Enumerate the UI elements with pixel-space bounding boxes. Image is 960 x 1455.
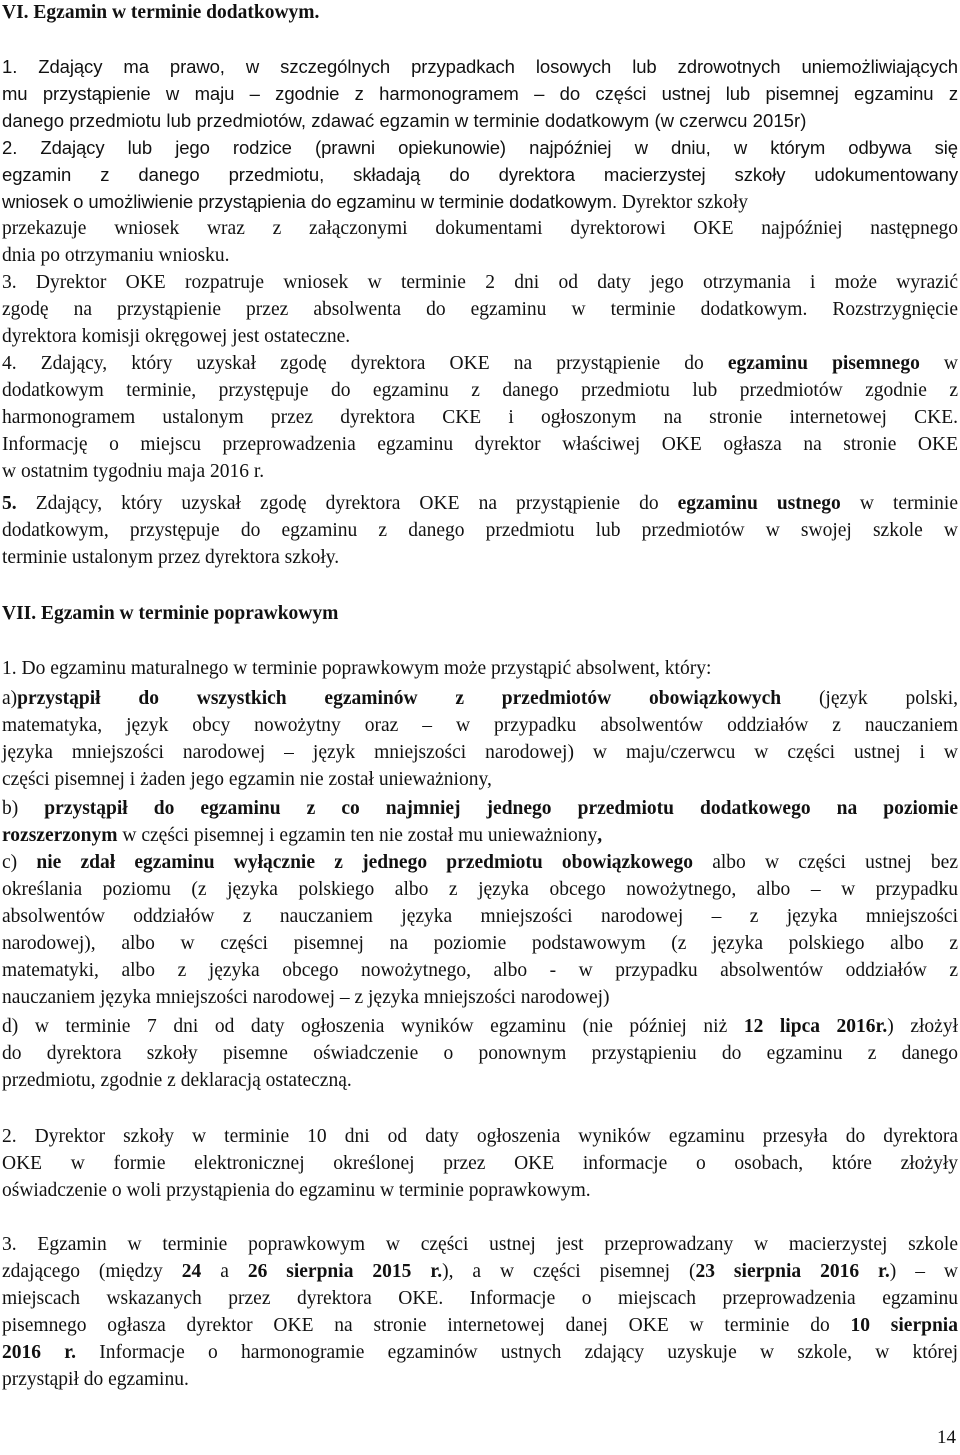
bold-run: nie zdał egzaminu wyłącznie z jednego przedmiotu obowiązkowego xyxy=(36,852,693,873)
paragraph-line xyxy=(2,1313,958,1339)
paragraph-line: przekazuje wniosek wraz z załączonymi dokumentami dyrektorowi OKE najpóźniej następnego xyxy=(2,218,958,239)
bold-run: 26 sierpnia 2015 r. xyxy=(247,1261,443,1282)
paragraph-line: do dyrektora szkoły pisemne oświadczenie o ponownym przystąpieniu do egzaminu z danego xyxy=(2,1043,958,1064)
paragraph-line: 3. Dyrektor OKE rozpatruje wniosek w terminie 2 dni od daty jego otrzymania i może wyrazić xyxy=(2,272,958,293)
text-run: b) xyxy=(2,798,45,819)
paragraph-line: Informację o miejscu przeprowadzenia egzaminu dyrektor właściwej OKE ogłasza na stronie OKE xyxy=(2,434,958,455)
bold-run: egzaminu ustnego xyxy=(677,493,841,514)
paragraph-line: 1. Do egzaminu maturalnego w terminie poprawkowym może przystąpić absolwent, który: xyxy=(2,658,712,679)
text-run: a xyxy=(201,1261,248,1282)
paragraph-line: 1. Zdający ma prawo, w szczególnych przypadkach losowych lub zdrowotnych uniemożliwiających xyxy=(2,56,958,77)
list-item-a xyxy=(2,686,958,712)
bold-run: rozszerzonym xyxy=(2,825,118,846)
text-run: Zdający, który uzyskał zgodę dyrektora OKE na przystąpienie do xyxy=(16,493,678,514)
paragraph-line xyxy=(2,1259,958,1285)
text-run: ) – w xyxy=(889,1261,958,1282)
bold-run: , xyxy=(597,825,603,846)
paragraph-line xyxy=(2,823,958,849)
bold-run: 12 lipca 2016r. xyxy=(743,1016,888,1037)
list-item-d xyxy=(2,1014,958,1040)
text-run: c) xyxy=(2,852,37,873)
text-run: 4. Zdający, który uzyskał zgodę dyrektora OKE na przystąpienie do xyxy=(2,353,728,374)
paragraph-line: dodatkowym terminie, przystępuje do egzaminu z danego przedmiotu lub przedmiotów zgodnie z xyxy=(2,380,958,401)
paragraph-line: 3. Egzamin w terminie poprawkowym w części ustnej jest przeprowadzany w macierzystej szkole xyxy=(2,1234,958,1255)
bold-run: 24 xyxy=(181,1261,202,1282)
paragraph-line: OKE w formie elektronicznej określonej przez OKE informacje o osobach, które złożyły xyxy=(2,1153,958,1174)
paragraph-line: dyrektora komisji okręgowej jest ostateczne. xyxy=(2,326,351,347)
bold-run: 23 sierpnia 2016 r. xyxy=(695,1261,890,1282)
bold-run: 2016 r. xyxy=(2,1342,76,1363)
text-run: w xyxy=(919,353,958,374)
text-run: zdającego (między xyxy=(2,1261,182,1282)
paragraph-line: absolwentów oddziałów z nauczaniem języka mniejszości narodowej – z języka mniejszości xyxy=(2,906,958,927)
paragraph-line: terminie ustalonym przez dyrektora szkoły. xyxy=(2,547,340,568)
text-run: a) xyxy=(2,688,18,709)
bold-run: 10 sierpnia xyxy=(850,1315,958,1336)
bold-run: 5. xyxy=(2,493,17,514)
paragraph-line: 2. Zdający lub jego rodzice (prawni opiekunowie) najpóźniej w dniu, w którym odbywa się xyxy=(2,137,958,158)
list-item-c xyxy=(2,850,958,876)
paragraph-line: danego przedmiotu lub przedmiotów, zdawać egzamin w terminie dodatkowym (w czerwcu 2015r) xyxy=(2,110,807,131)
text-run: Informacje o harmonogramie egzaminów ustnych zdający uzyskuje w szkole, w której xyxy=(75,1342,958,1363)
paragraph-line: przystąpił do egzaminu. xyxy=(2,1369,189,1390)
paragraph-line: matematyka, język obcy nowożytny oraz – w przypadku absolwentów oddziałów z nauczaniem xyxy=(2,715,958,736)
section-heading-vii: VII. Egzamin w terminie poprawkowym xyxy=(2,603,339,624)
paragraph-line: języka mniejszości narodowej – język mniejszości narodowej) w maju/czerwcu w części ustnej i w xyxy=(2,742,958,763)
text-run: (język polski, xyxy=(781,688,958,709)
text-run: w terminie xyxy=(840,493,958,514)
paragraph-line: dnia po otrzymaniu wniosku. xyxy=(2,245,230,266)
paragraph-line: przedmiotu, zgodnie z deklaracją ostateczną. xyxy=(2,1070,352,1091)
paragraph-line xyxy=(2,491,958,517)
text-run: albo w części ustnej bez xyxy=(693,852,958,873)
paragraph-line: narodowej), albo w części pisemnej na poziomie podstawowym (z języka polskiego albo z xyxy=(2,933,958,954)
bold-run: przystąpił do egzaminu z co najmniej jednego przedmiotu dodatkowego na poziomie xyxy=(44,798,958,819)
paragraph-line: miejscach wskazanych przez dyrektora OKE. Informacje o miejscach przeprowadzenia egzaminu xyxy=(2,1288,958,1309)
text-run: d) w terminie 7 dni od daty ogłoszenia wyników egzaminu (nie później niż xyxy=(2,1016,744,1037)
paragraph-line: oświadczenie o woli przystąpienia do egzaminu w terminie poprawkowym. xyxy=(2,1180,591,1201)
bold-run: przystąpił do wszystkich egzaminów z przedmiotów obowiązkowych xyxy=(17,688,782,709)
paragraph-line: dodatkowym, przystępuje do egzaminu z danego przedmiotu lub przedmiotów w swojej szkole w xyxy=(2,520,958,541)
paragraph-line: nauczaniem języka mniejszości narodowej – z języka mniejszości narodowej) xyxy=(2,987,610,1008)
paragraph-line: określania poziomu (z języka polskiego albo z języka obcego nowożytnego, albo – w przypadku xyxy=(2,879,958,900)
paragraph-line: zgodę na przystąpienie przez absolwenta do egzaminu w terminie dodatkowym. Rozstrzygnięcie xyxy=(2,299,958,320)
text-run: Dyrektor szkoły xyxy=(617,192,749,213)
page-number: 14 xyxy=(937,1427,956,1448)
text-run: pisemnego ogłasza dyrektor OKE na stronie internetowej danej OKE w terminie do xyxy=(2,1315,851,1336)
text-run: wniosek o umożliwienie przystąpienia do egzaminu w terminie dodatkowym. xyxy=(2,191,617,212)
bold-run: egzaminu pisemnego xyxy=(727,353,920,374)
paragraph-line xyxy=(2,351,958,377)
paragraph-line xyxy=(2,1340,958,1366)
text-run: ) złożył xyxy=(887,1016,959,1037)
section-heading-vi: VI. Egzamin w terminie dodatkowym. xyxy=(2,2,320,23)
paragraph-line xyxy=(2,189,958,216)
paragraph-line: harmonogramem ustalonym przez dyrektora CKE i ogłoszonym na stronie internetowej CKE. xyxy=(2,407,958,428)
text-run: ), a w części pisemnej ( xyxy=(442,1261,696,1282)
paragraph-line: egzamin z danego przedmiotu, składają do dyrektora macierzystej szkoły udokumentowany xyxy=(2,164,958,185)
list-item-b xyxy=(2,796,958,822)
paragraph-line: matematyki, albo z języka obcego nowożytnego, albo - w przypadku absolwentów oddziałów z xyxy=(2,960,958,981)
text-run: w części pisemnej i egzamin ten nie został mu unieważniony xyxy=(117,825,598,846)
paragraph-line: części pisemnej i żaden jego egzamin nie został unieważniony, xyxy=(2,769,492,790)
paragraph-line: w ostatnim tygodniu maja 2016 r. xyxy=(2,461,265,482)
paragraph-line: mu przystąpienie w maju – zgodnie z harmonogramem – do części ustnej lub pisemnej egzaminu z xyxy=(2,83,958,104)
paragraph-line: 2. Dyrektor szkoły w terminie 10 dni od daty ogłoszenia wyników egzaminu przesyła do dyrektora xyxy=(2,1126,958,1147)
